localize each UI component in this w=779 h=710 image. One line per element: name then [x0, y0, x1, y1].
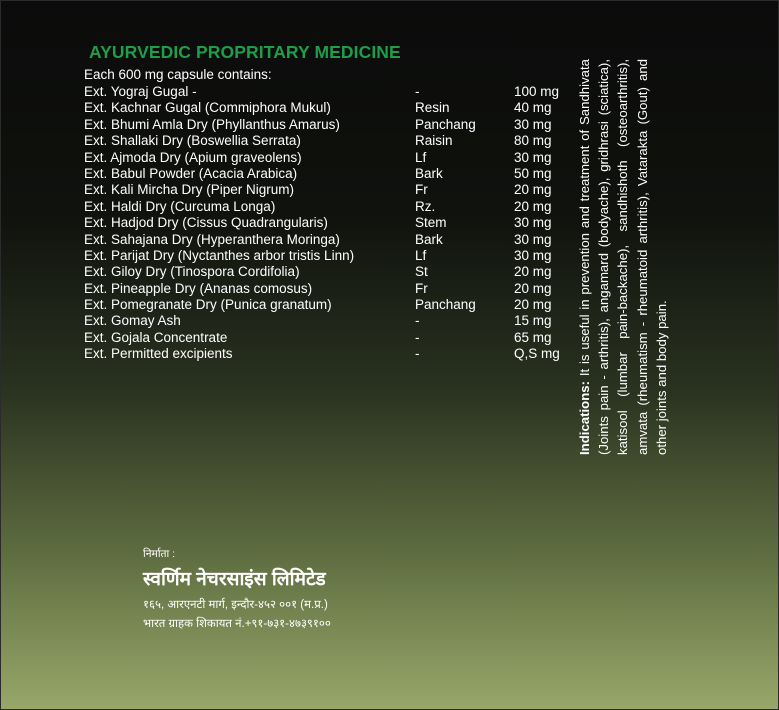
ingredient-row	[84, 215, 574, 231]
ingredient-name: Ext. Gomay Ash	[84, 313, 181, 329]
ingredient-quantity: 40 mg	[514, 100, 552, 116]
indications-body: It is useful in prevention and treatment of Sandhivata (Joints pain - arthritis), angamard (bodyache), gridhrasi (sciatica), katisool (lumbar pain-backache), sandhishoth (osteoarthritis), amvata (rheumatism - rheumatoid arthritis), Vatarakta (Gout) and other joints and body pain.	[577, 59, 669, 455]
manufacturer-address: १६५, आरएनटी मार्ग, इन्दौर-४५२ ००१ (म.प्र.)	[143, 599, 328, 611]
ingredient-quantity: 20 mg	[514, 264, 552, 280]
ingredient-row	[84, 330, 574, 346]
ingredient-quantity: 20 mg	[514, 182, 552, 198]
ingredient-name: Ext. Pineapple Dry (Ananas comosus)	[84, 280, 313, 296]
ingredient-part: -	[415, 329, 420, 345]
ingredient-name: Ext. Permitted excipients	[84, 346, 233, 362]
ingredient-row	[84, 346, 574, 362]
ingredient-name: Ext. Kachnar Gugal (Commiphora Mukul)	[84, 100, 331, 116]
ingredient-part: Raisin	[415, 133, 453, 149]
ingredients-table	[84, 84, 574, 363]
ingredient-part: Lf	[415, 247, 427, 263]
ingredient-quantity: 20 mg	[514, 297, 552, 313]
ingredient-part: St	[415, 264, 428, 280]
ingredient-name: Ext. Kali Mircha Dry (Piper Nigrum)	[84, 182, 295, 198]
ingredient-quantity: 30 mg	[514, 215, 552, 231]
ingredient-quantity: 15 mg	[514, 313, 552, 329]
ingredient-row	[84, 150, 574, 166]
ingredient-name: Ext. Sahajana Dry (Hyperanthera Moringa)	[84, 231, 340, 247]
ingredient-name: Ext. Ajmoda Dry (Apium graveolens)	[84, 149, 302, 165]
ingredient-row	[84, 313, 574, 329]
ingredient-part: -	[415, 313, 420, 329]
ingredient-name: Ext. Yograj Gugal -	[84, 84, 197, 99]
ingredient-part: -	[415, 346, 420, 362]
indications-text	[575, 59, 671, 455]
ingredient-part: Rz.	[415, 198, 436, 214]
ingredient-part: Lf	[415, 149, 427, 165]
ingredient-quantity: 30 mg	[514, 247, 552, 263]
ingredient-row	[84, 232, 574, 248]
ingredient-quantity: 20 mg	[514, 198, 552, 214]
consumer-complaint-number: भारत ग्राहक शिकायत नं.+९१-७३१-४७३९१००	[143, 618, 331, 630]
ingredient-part: Bark	[415, 231, 443, 247]
ingredient-name: Ext. Hadjod Dry (Cissus Quadrangularis)	[84, 215, 328, 231]
ingredient-part: Panchang	[415, 116, 476, 132]
ingredient-name: Ext. Parijat Dry (Nyctanthes arbor tristis Linn)	[84, 247, 355, 263]
manufacturer-name: स्वर्णिम नेचरसाइंस लिमिटेड	[143, 569, 326, 590]
ingredient-quantity: 30 mg	[514, 149, 552, 165]
ingredient-name: Ext. Shallaki Dry (Boswellia Serrata)	[84, 133, 301, 149]
ingredient-row	[84, 182, 574, 198]
indications-block	[575, 59, 695, 455]
ingredient-quantity: 50 mg	[514, 165, 552, 181]
manufacturer-block	[143, 547, 331, 631]
ingredient-row	[84, 117, 574, 133]
product-heading: AYURVEDIC PROPRITARY MEDICINE	[89, 42, 401, 62]
ingredient-row	[84, 281, 574, 297]
ingredient-part: Stem	[415, 215, 447, 231]
ingredient-part: -	[415, 84, 420, 99]
ingredient-row	[84, 248, 574, 264]
ingredient-name: Ext. Giloy Dry (Tinospora Cordifolia)	[84, 264, 300, 280]
ingredient-quantity: 80 mg	[514, 133, 552, 149]
ingredient-name: Ext. Gojala Concentrate	[84, 329, 228, 345]
ingredient-name: Ext. Babul Powder (Acacia Arabica)	[84, 165, 298, 181]
manufacturer-label: निर्माता :	[143, 548, 176, 560]
ingredient-name: Ext. Haldi Dry (Curcuma Longa)	[84, 198, 276, 214]
ingredient-part: Resin	[415, 100, 450, 116]
indications-label: Indications:	[577, 381, 592, 455]
ingredient-row	[84, 199, 574, 215]
ingredient-row	[84, 166, 574, 182]
ingredient-name: Ext. Pomegranate Dry (Punica granatum)	[84, 297, 332, 313]
ingredient-row	[84, 264, 574, 280]
ingredient-quantity: 65 mg	[514, 329, 552, 345]
ingredient-quantity: 100 mg	[514, 84, 560, 99]
ingredient-quantity: Q,S mg	[514, 346, 560, 362]
ingredient-part: Bark	[415, 165, 443, 181]
ingredient-row	[84, 133, 574, 149]
ingredient-row	[84, 100, 574, 116]
ingredient-quantity: 30 mg	[514, 231, 552, 247]
ingredient-part: Panchang	[415, 297, 476, 313]
ingredient-name: Ext. Bhumi Amla Dry (Phyllanthus Amarus)	[84, 116, 340, 132]
ingredient-part: Fr	[415, 182, 428, 198]
ingredient-part: Fr	[415, 280, 428, 296]
ingredient-row	[84, 297, 574, 313]
ingredient-row	[84, 84, 574, 100]
ingredient-quantity: 30 mg	[514, 116, 552, 132]
capsule-contents-subtitle: Each 600 mg capsule contains:	[84, 67, 272, 82]
ingredient-quantity: 20 mg	[514, 280, 552, 296]
